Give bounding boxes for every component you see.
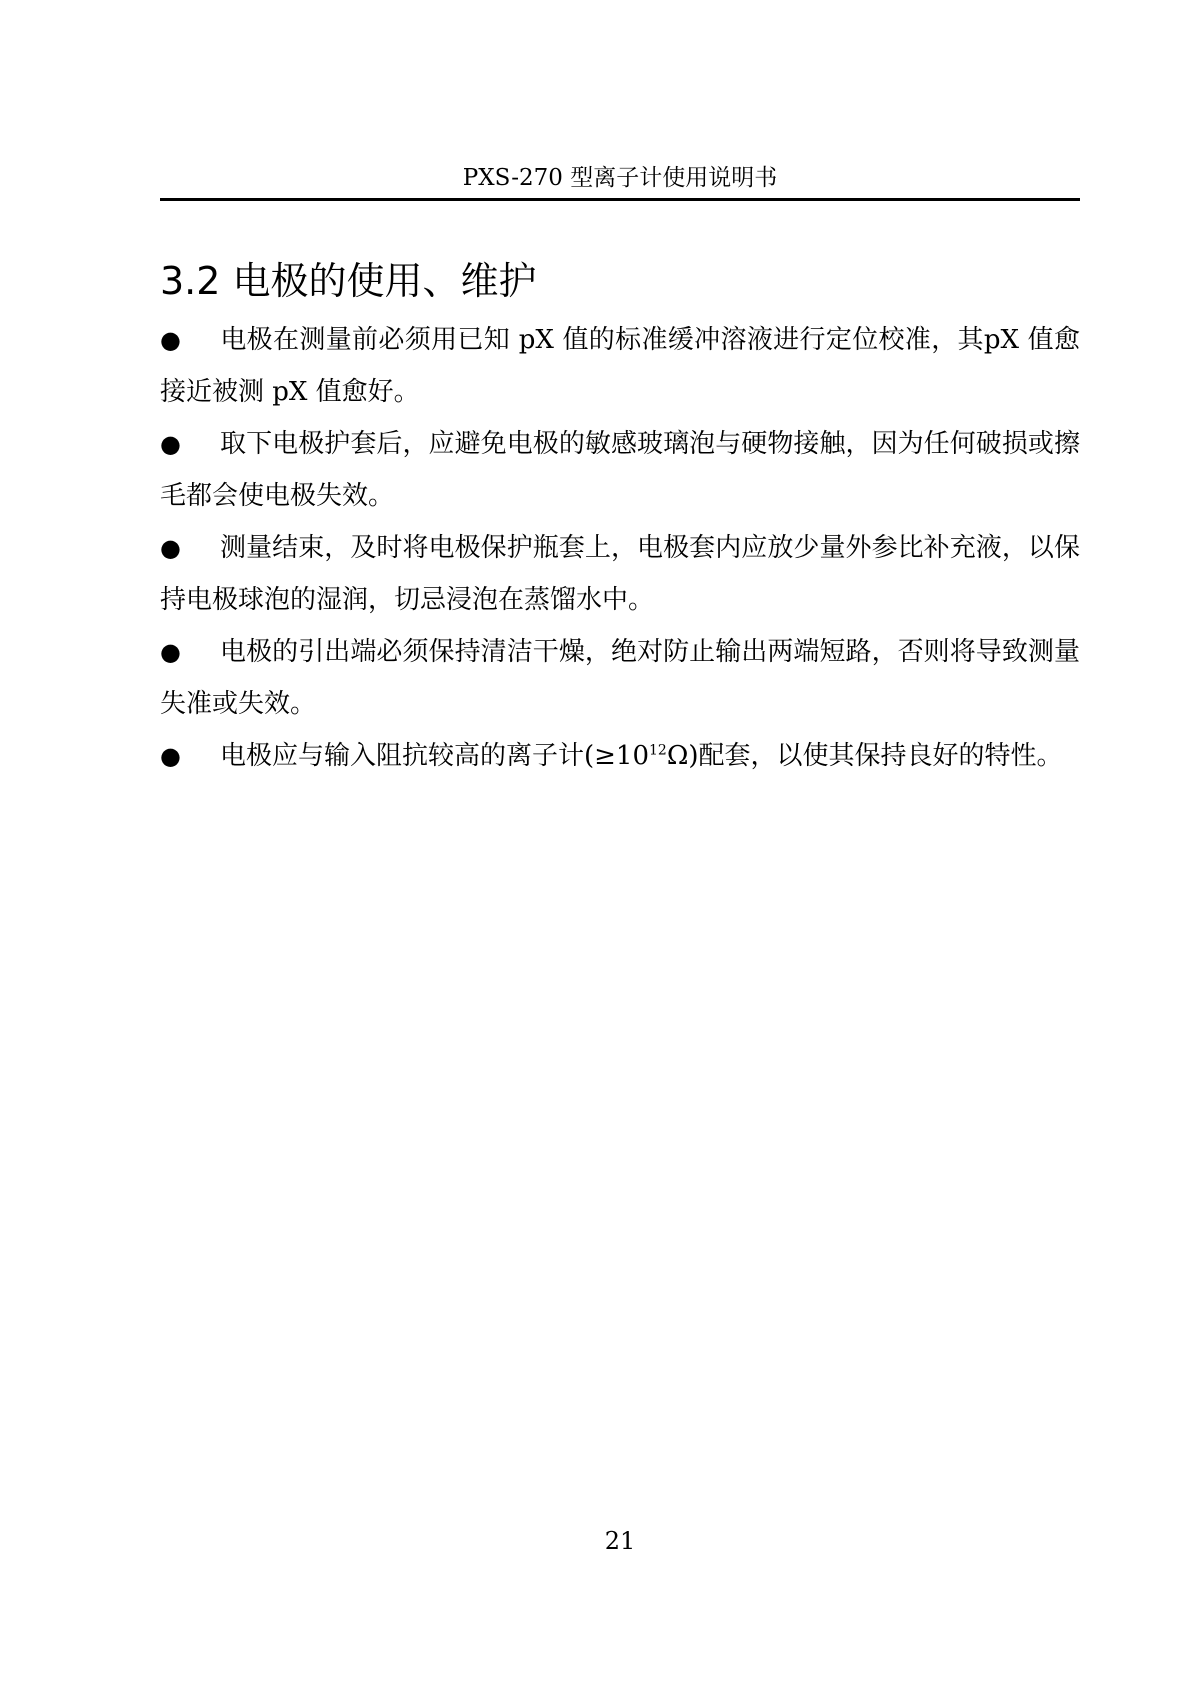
list-item: [160, 730, 1080, 782]
list-item-text: 电极的引出端必须保持清洁干燥，绝对防止输出两端短路，否则将导致测量失准或失效。: [160, 637, 1080, 719]
bullet-icon: ●: [160, 638, 181, 666]
section-title: 3.2 电极的使用、维护: [160, 259, 537, 303]
list-item-text: 测量结束，及时将电极保护瓶套上，电极套内应放少量外参比补充液，以保持电极球泡的湿润，切忌浸泡在蒸馏水中。: [160, 533, 1080, 615]
running-header: PXS-270 型离子计使用说明书: [462, 165, 778, 191]
list-item: [160, 626, 1080, 730]
bullet-icon: ●: [160, 430, 181, 458]
bullet-icon: ●: [160, 742, 181, 770]
list-item: [160, 418, 1080, 522]
bullet-icon: ●: [160, 326, 181, 354]
exponent-superscript: 12: [649, 742, 667, 759]
page-number: 21: [604, 1527, 636, 1555]
list-item: [160, 522, 1080, 626]
bullet-list: [160, 314, 1080, 782]
bullet-icon: ●: [160, 534, 181, 562]
list-item-text: 电极在测量前必须用已知 pX 值的标准缓冲溶液进行定位校准，其pX 值愈接近被测 pX 值愈好。: [160, 325, 1080, 407]
list-item: [160, 314, 1080, 418]
list-item-text: 取下电极护套后，应避免电极的敏感玻璃泡与硬物接触，因为任何破损或擦毛都会使电极失效。: [160, 429, 1080, 511]
list-item-text-before: 电极应与输入阻抗较高的离子计(≥10: [220, 741, 650, 771]
header-rule: [160, 198, 1080, 201]
list-item-text-after: Ω)配套，以使其保持良好的特性。: [666, 741, 1063, 771]
